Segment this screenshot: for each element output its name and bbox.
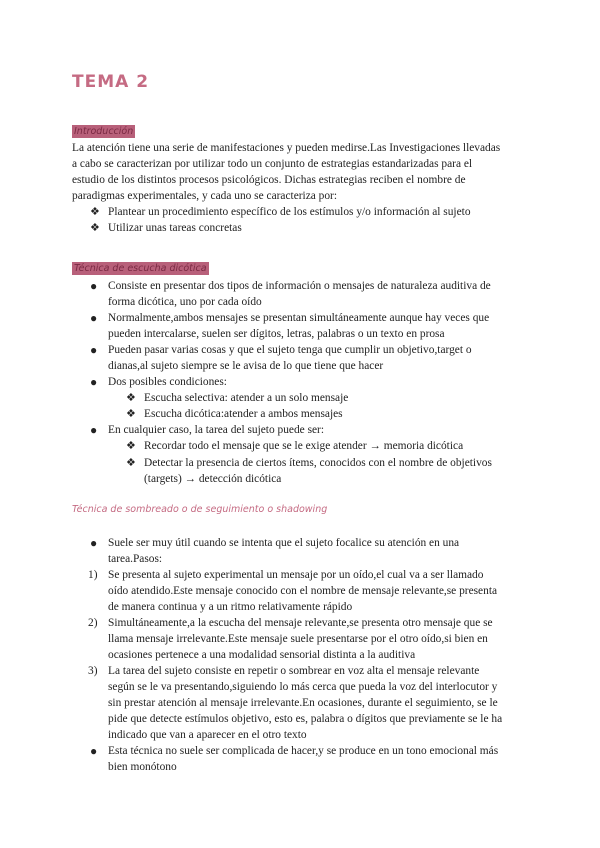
intro-paragraph [72, 140, 532, 204]
diamond-bullet-icon: ❖ [126, 392, 136, 404]
item-number: 3) [88, 665, 98, 677]
text-line: estudio de los distintos procesos psicológicos. Dichas estrategias reciben el nombre de [72, 174, 466, 186]
bullet-icon: ● [90, 343, 98, 357]
document-page: TEMA 2 Introducción La atención tiene una serie de manifestaciones y pueden medirse.Las Investigaciones llevadas a cabo se caracterizan por utilizar todo un conjunto de estrategias estandarizadas para el estudio de los distintos procesos psicológicos. Dichas estrategias reciben el nombre de paradigmas experimentales, y cada uno se caracteriza por: ❖ Plantear un procedimiento específico de los estímulos y/o información al sujeto ❖ Utilizar unas tareas concretas Técnica de escucha dicótica ● Consiste en presentar dos tipos de información o mensajes de naturaleza auditiva de forma dicótica, uno por cada oído ● Normalmente,ambos mensajes se presentan simultáneamente aunque hay veces que pueden intercalarse, suelen ser dígitos, letras, palabras o un texto en prosa ● Pueden pasar varias cosas y que el sujeto tenga que cumplir un objetivo,target o dianas,al sujeto siempre se le avisa de lo que tiene que hacer ● Dos posibles condiciones: ❖ Escucha selectiva: atender a un solo mensaje ❖ Escucha dicótica:atender a ambos mensajes ● En cualquier caso, la tarea del sujeto puede ser: ❖ Recordar todo el mensaje que se le exige atender → memoria dicótica ❖ Detectar la presencia de ciertos ítems, conocidos con el nombre de objetivos (targets) → detección dicótica Técnica de sombreado o de seguimiento o shadowing ● Suele ser muy útil cuando se intenta que el sujeto focalice su atención en una tarea.Pasos: 1) Se presenta al sujeto experimental un mensaje por un oído,el cual va a ser llamado oído atendido.Este mensaje conocido con el nombre de mensaje relevante,se presenta de manera continua y a un ritmo relativamente rápido 2) Simultáneamente,a la escucha del mensaje relevante,se presenta otro mensaje que se llama mensaje irrelevante.Este mensaje suele presentarse por el otro oído,si bien en ocasiones pertenece a una modalidad sensorial distinta a la auditiva 3) La tarea del sujeto consiste en repetir o sombrear en voz alta el mensaje relevante según se le va presentando,siguiendo lo más cerca que pueda la voz del interlocutor y sin prestar atención al mensaje irrelevante.En ocasiones, durante el seguimiento, se le pide que detecte estímulos objetivo, esto es, palabra o dígitos que previamente se le ha indicado que van a aparecer en el otro texto ● Esta técnica no suele ser complicada de hacer,y se produce en un tono emocional más bien monótono [0, 0, 600, 848]
diamond-bullet-icon: ❖ [90, 206, 100, 218]
text-line: La atención tiene una serie de manifestaciones y pueden medirse.Las Investigaciones llevadas [72, 142, 501, 154]
text-line: a cabo se caracterizan por utilizar todo un conjunto de estrategias estandarizadas para el [72, 158, 473, 170]
item-number: 1) [88, 569, 98, 581]
item-number: 2) [88, 617, 98, 629]
diamond-bullet-icon: ❖ [90, 222, 100, 234]
bullet-icon: ● [90, 375, 98, 389]
text-line: paradigmas experimentales, y cada uno se caracteriza por: [72, 190, 338, 202]
bullet-icon: ● [90, 423, 98, 437]
diamond-bullet-icon: ❖ [126, 457, 136, 469]
shadowing-heading: Técnica de sombreado o de seguimiento o shadowing [72, 504, 328, 515]
page-title: TEMA 2 [72, 72, 150, 92]
bullet-icon: ● [90, 744, 98, 758]
bullet-icon: ● [90, 536, 98, 550]
dichotic-heading: Técnica de escucha dicótica [74, 263, 207, 274]
bullet-icon: ● [90, 279, 98, 293]
bullet-icon: ● [90, 311, 98, 325]
diamond-bullet-icon: ❖ [126, 408, 136, 420]
diamond-bullet-icon: ❖ [126, 440, 136, 452]
intro-heading: Introducción [74, 126, 134, 137]
